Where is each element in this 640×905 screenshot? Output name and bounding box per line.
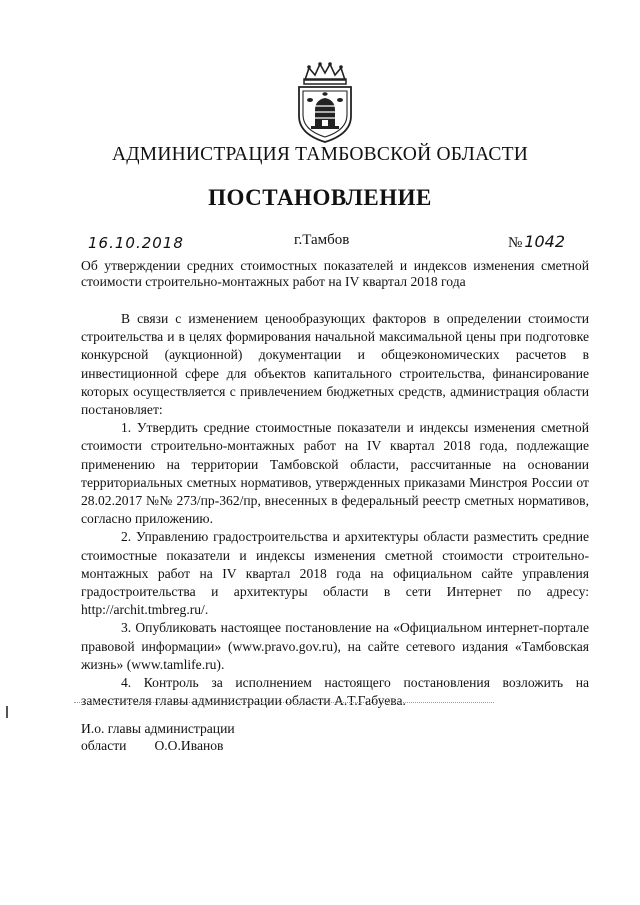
document-date: 16.10.2018 [88,234,184,252]
coat-of-arms-emblem [291,60,359,144]
document-number [508,232,565,252]
preamble-paragraph: В связи с изменением ценообразующих факторов в определении стоимости строительства и в целях формирования начальной максимальной цены при подготовке конкурсной (аукционной) документации и общеэкономических расчетов в инвестиционной сфере для объектов капитального строительства, финансирование которых осуществляется с привлечением бюджетных средств, администрация области постановляет: [81,311,589,418]
document-title: Об утверждении средних стоимостных показателей и индексов изменения сметной стоимости строительно-монтажных работ на IV квартал 2018 года [81,258,589,289]
signatory-name: О.О.Иванов [154,738,224,753]
signatory-position: И.о. главы администрации [81,721,235,736]
document-type-heading: ПОСТАНОВЛЕНИЕ [208,185,432,210]
signatory-line [81,737,235,754]
clause-paragraph: 1. Утвердить средние стоимостные показатели и индексы изменения сметной стоимости строительно-монтажных работ на IV квартал 2018 года, подлежащие применению на территории Тамбовской области, рассчитанные на основании территориальных сметных нормативов, утвержденных приказами Минстроя России от 28.02.2017 №№ 273/пр-362/пр, внесенных в федеральный реестр сметных нормативов, согласно приложению. [81,420,589,527]
clause-paragraph: 3. Опубликовать настоящее постановление на «Официальном интернет-портале правовой информации» (www.pravo.gov.ru), на сайте сетевого издания «Тамбовская жизнь» (www.tamlife.ru). [81,620,589,672]
signatory-position-suffix: области [81,738,127,753]
clause-paragraph: 2. Управлению градостроительства и архитектуры области разместить средние стоимостные показатели и индексы изменения сметной стоимости строительно-монтажных работ на IV квартал 2018 года на официальном сайте управления градостроительства и архитектуры области в сети Интернет по адресу: http://archit.tmbreg.ru/. [81,529,589,618]
document-body [81,310,589,710]
signature-block [81,720,235,754]
organization-heading: АДМИНИСТРАЦИЯ ТАМБОВСКОЙ ОБЛАСТИ [112,144,528,165]
number-value: 1042 [524,232,566,251]
scan-margin-mark [6,706,8,718]
clause-paragraph: 4. Контроль за исполнением настоящего постановления возложить на заместителя главы администрации области А.Т.Габуева. [81,675,589,709]
number-sign: № [508,235,523,251]
document-city: г.Тамбов [294,232,350,248]
scan-dotted-line [74,702,494,703]
